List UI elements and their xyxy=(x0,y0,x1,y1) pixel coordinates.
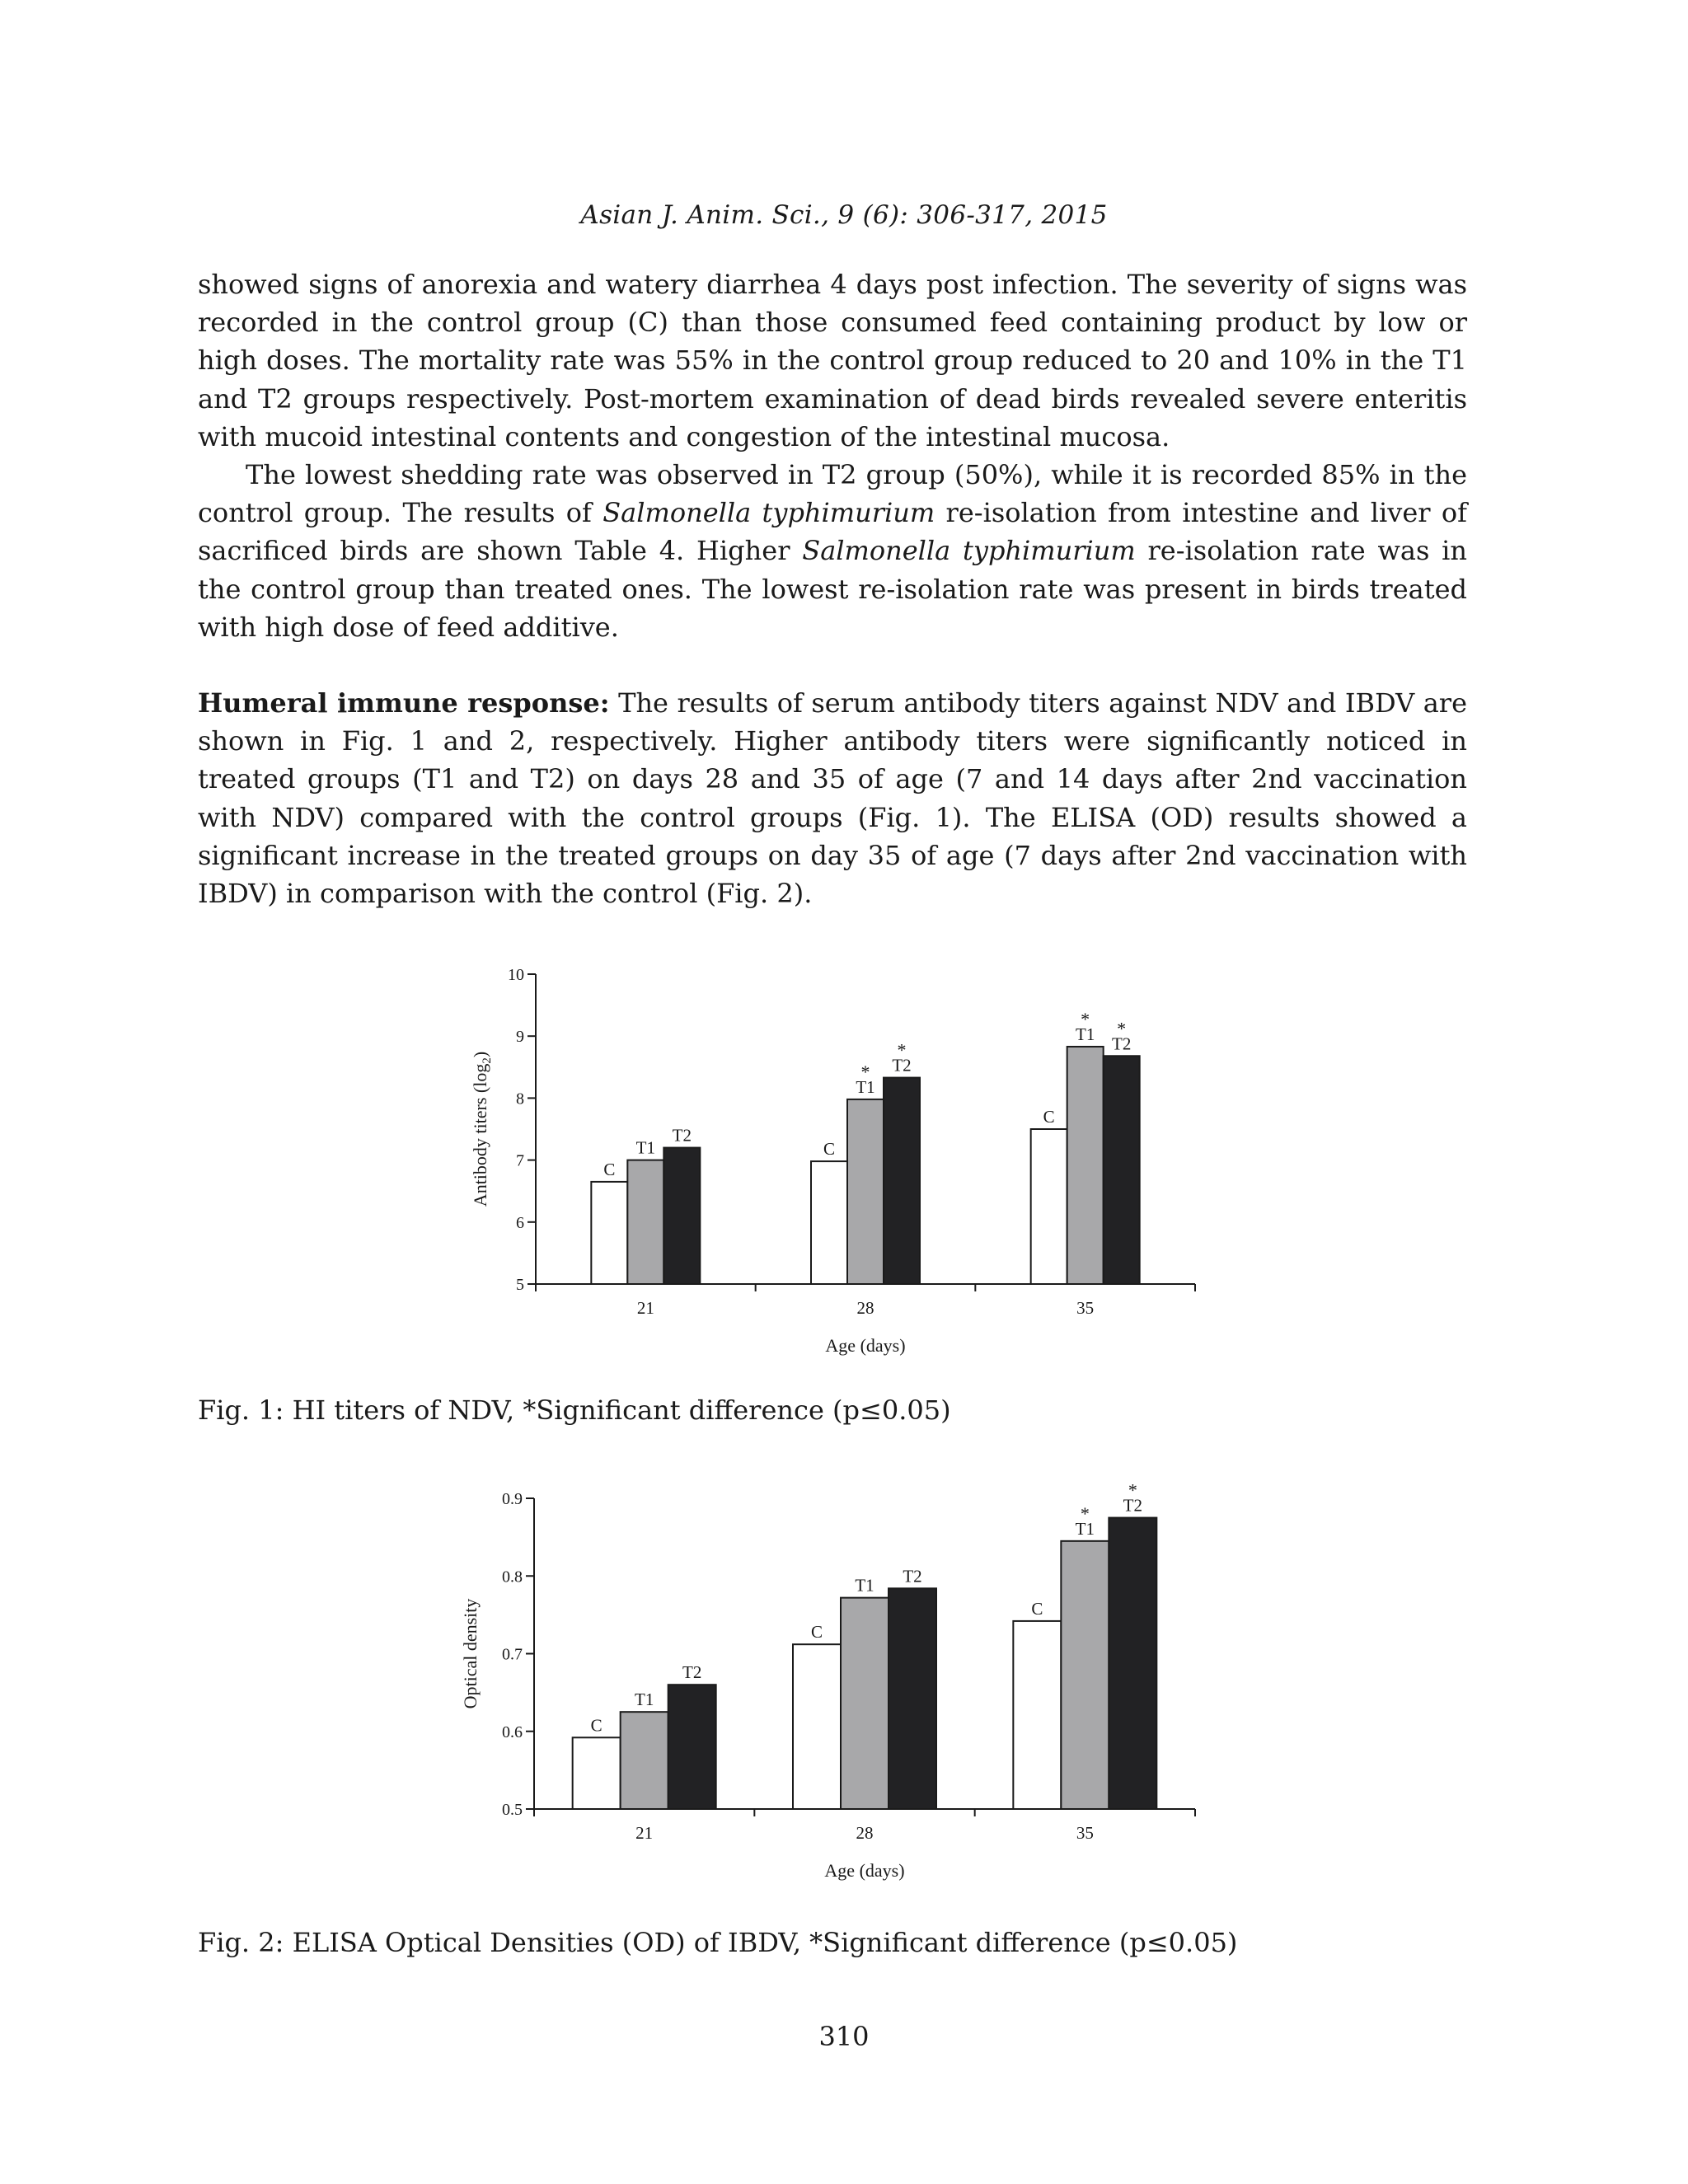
bar-t2-day-21 xyxy=(663,1148,700,1284)
x-axis-title: Age (days) xyxy=(824,1860,905,1881)
bar-label: T2 xyxy=(1123,1495,1142,1516)
y-axis-title xyxy=(470,1052,494,1207)
bar-t2-day-35 xyxy=(1104,1056,1140,1284)
bar-label: T2 xyxy=(903,1566,922,1586)
bar-label: T1 xyxy=(855,1575,874,1596)
figure-2-caption: Fig. 2: ELISA Optical Densities (OD) of IBDV, *Significant difference (p≤0.05) xyxy=(198,1927,1238,1958)
bar-t1-day-21 xyxy=(621,1712,668,1809)
y-tick-label: 7 xyxy=(516,1151,524,1170)
bar-t2-day-21 xyxy=(668,1685,716,1809)
bar-label: C xyxy=(823,1139,836,1160)
paragraph-humeral-immune-response xyxy=(198,684,1467,912)
bar-t1-day-21 xyxy=(627,1160,663,1284)
bar-label: T1 xyxy=(635,1137,655,1158)
y-axis-title: Optical density xyxy=(460,1598,481,1709)
bar-label: T2 xyxy=(672,1125,692,1146)
y-tick-label: 9 xyxy=(516,1028,524,1047)
significance-marker: * xyxy=(1081,1008,1090,1029)
bar-t1-day-28 xyxy=(847,1099,884,1284)
y-tick-label: 0.5 xyxy=(502,1801,523,1819)
text-run: re-isolation from intestine and liver of sacrificed birds are shown Table 4. Higher xyxy=(198,497,1468,567)
bar-c-day-28 xyxy=(811,1161,847,1284)
bar-label: T2 xyxy=(682,1662,702,1683)
bar-t2-day-28 xyxy=(884,1078,920,1284)
x-tick-label: 28 xyxy=(856,1823,874,1843)
y-axis-title-subscript: 2 xyxy=(481,1057,494,1064)
y-tick-label: 0.8 xyxy=(502,1568,523,1586)
x-tick-label: 21 xyxy=(635,1823,654,1843)
y-tick-label: 8 xyxy=(516,1090,524,1108)
bar-c-day-35 xyxy=(1031,1129,1067,1284)
bar-t2-day-28 xyxy=(889,1588,936,1809)
text-run: The lowest shedding rate was observed in T2 group (50%), while it is recorded 85% in the control group. The results of xyxy=(198,459,1467,529)
running-head: Asian J. Anim. Sci., 9 (6): 306-317, 2015 xyxy=(580,200,1108,230)
y-tick-label: 0.9 xyxy=(502,1490,523,1508)
figure-2-chart xyxy=(445,1479,1220,1908)
bar-t2-day-35 xyxy=(1109,1518,1156,1809)
text-run: re-isolation rate was in the control group than treated ones. The lowest re-isolation rate was present in birds treated with high dose of feed additive. xyxy=(198,535,1468,643)
significance-marker: * xyxy=(1128,1479,1137,1501)
paragraph-clinical-signs: showed signs of anorexia and watery diarrhea 4 days post infection. The severity of signs was recorded in the control group (C) than those consumed feed containing product by low or high doses. The mortality rate was 55% in the control group reduced to 20 and 10% in the T1 and T2 groups respectively. Post-mortem examination of dead birds revealed severe enteritis with mucoid intestinal contents and congestion of the intestinal mucosa. xyxy=(198,269,1467,452)
bar-c-day-28 xyxy=(793,1644,841,1809)
y-tick-label: 0.6 xyxy=(502,1722,523,1741)
x-axis-title: Age (days) xyxy=(825,1335,906,1356)
bar-label: C xyxy=(590,1715,603,1736)
ndv-hi-titer-bar-chart xyxy=(462,956,1220,1385)
bar-label: C xyxy=(603,1159,616,1179)
y-tick-label: 6 xyxy=(516,1213,524,1232)
y-axis-title-text: ) xyxy=(470,1051,490,1058)
paragraph-shedding-rate xyxy=(198,456,1467,646)
y-tick-label: 10 xyxy=(508,966,524,984)
bar-label: C xyxy=(810,1622,823,1643)
bar-label: C xyxy=(1043,1107,1055,1127)
bar-label: T2 xyxy=(892,1055,912,1076)
bar-c-day-35 xyxy=(1013,1621,1061,1809)
bar-label: T1 xyxy=(1076,1024,1095,1044)
x-tick-label: 28 xyxy=(856,1298,874,1318)
page-number: 310 xyxy=(818,2021,870,2052)
results-text-block xyxy=(198,265,1467,646)
y-tick-label: 5 xyxy=(516,1276,524,1294)
y-tick-label: 0.7 xyxy=(502,1645,523,1664)
species-name: Salmonella typhimurium xyxy=(802,535,1136,567)
bar-c-day-21 xyxy=(573,1737,621,1809)
figure-1-chart xyxy=(462,956,1220,1385)
bar-label: T1 xyxy=(856,1076,875,1097)
x-tick-label: 35 xyxy=(1076,1298,1095,1318)
bar-label: C xyxy=(1031,1598,1043,1619)
ibdv-elisa-od-bar-chart xyxy=(445,1479,1220,1908)
bar-label: T2 xyxy=(1112,1033,1132,1054)
bar-t1-day-35 xyxy=(1061,1541,1109,1809)
bar-t1-day-35 xyxy=(1067,1047,1104,1284)
y-axis-title-text: Antibody titers (log xyxy=(470,1063,490,1207)
bar-label: T1 xyxy=(1075,1518,1095,1539)
species-name: Salmonella typhimurium xyxy=(603,497,935,529)
section-run-in-heading: Humeral immune response: xyxy=(198,687,610,719)
x-tick-label: 21 xyxy=(636,1298,654,1318)
significance-marker: * xyxy=(1117,1018,1127,1039)
significance-marker: * xyxy=(897,1039,907,1061)
bar-c-day-21 xyxy=(591,1182,627,1284)
bar-t1-day-28 xyxy=(841,1598,889,1809)
x-tick-label: 35 xyxy=(1076,1823,1094,1843)
bar-label: T1 xyxy=(635,1690,654,1710)
figure-1-caption: Fig. 1: HI titers of NDV, *Significant difference (p≤0.05) xyxy=(198,1394,951,1426)
immune-response-text-block xyxy=(198,684,1467,912)
text-run: The results of serum antibody titers against NDV and IBDV are shown in Fig. 1 and 2, respectively. Higher antibody titers were significantly noticed in treated groups (T1 and T2) on days 28 and 35 of age (7 and 14 days after 2nd vaccination with NDV) compared with the control groups (Fig. 1). The ELISA (OD) results showed a significant increase in the treated groups on day 35 of age (7 days after 2nd vaccination with IBDV) in comparison with the control (Fig. 2). xyxy=(198,687,1468,910)
significance-marker: * xyxy=(860,1061,870,1082)
significance-marker: * xyxy=(1080,1502,1090,1524)
